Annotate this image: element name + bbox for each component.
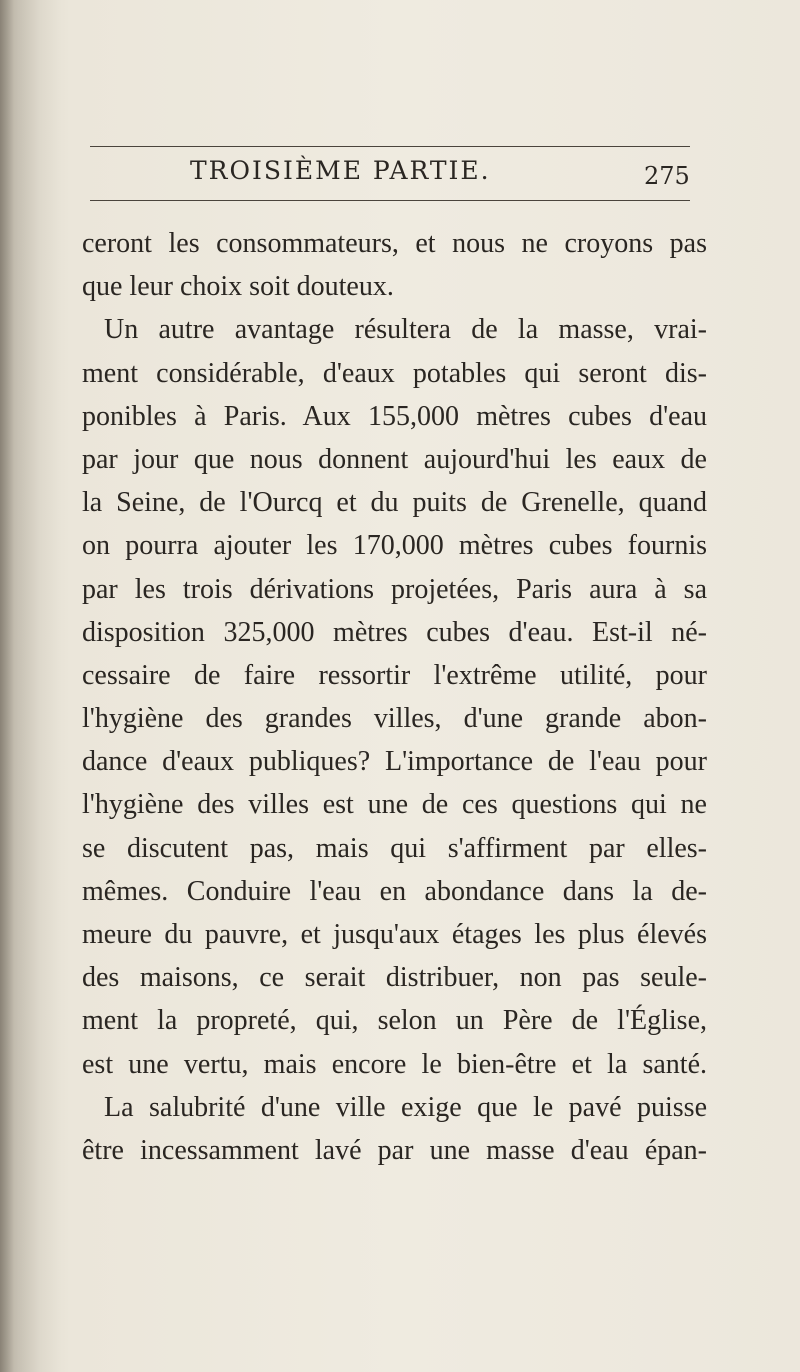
text-line: ceront les consommateurs, et nous ne croyons pas	[82, 228, 707, 259]
text-line: disposition 325,000 mètres cubes d'eau. Est-il né-	[82, 616, 707, 648]
text-line: être incessamment lavé par une masse d'eau épan-	[82, 1134, 707, 1166]
header-rule-bottom	[90, 200, 690, 201]
body-text	[82, 222, 707, 1172]
spine-shadow	[0, 0, 60, 1372]
page-number: 275	[644, 162, 690, 190]
text-line: cessaire de faire ressortir l'extrême utilité, pour	[82, 659, 707, 691]
text-line: l'hygiène des grandes villes, d'une grande abon-	[82, 703, 707, 735]
text-line: la Seine, de l'Ourcq et du puits de Grenelle, quand	[82, 487, 707, 519]
header-rule-top	[90, 146, 690, 147]
text-line: par les trois dérivations projetées, Paris aura à sa	[82, 573, 707, 605]
text-line: meure du pauvre, et jusqu'aux étages les plus élevés	[82, 919, 707, 950]
text-line: La salubrité d'une ville exige que le pavé puisse	[104, 1091, 707, 1123]
running-head: TROISIÈME PARTIE.	[190, 156, 491, 185]
text-line: l'hygiène des villes est une de ces questions qui ne	[82, 789, 707, 821]
text-line: ponibles à Paris. Aux 155,000 mètres cubes d'eau	[82, 400, 707, 432]
text-line: on pourra ajouter les 170,000 mètres cubes fournis	[82, 530, 707, 562]
text-line: Un autre avantage résultera de la masse, vrai-	[104, 314, 707, 346]
text-line: dance d'eaux publiques? L'importance de l'eau pour	[82, 746, 707, 778]
text-line: des maisons, ce serait distribuer, non pas seule-	[82, 962, 707, 994]
text-line: se discutent pas, mais qui s'affirment par elles-	[82, 832, 707, 864]
text-line: est une vertu, mais encore le bien-être et la santé.	[82, 1048, 707, 1080]
text-line: que leur choix soit douteux.	[82, 271, 394, 303]
text-line: mêmes. Conduire l'eau en abondance dans la de-	[82, 875, 707, 907]
text-line: ment considérable, d'eaux potables qui seront dis-	[82, 357, 707, 389]
text-line: ment la propreté, qui, selon un Père de l'Église,	[82, 1005, 707, 1037]
text-line: par jour que nous donnent aujourd'hui les eaux de	[82, 443, 707, 475]
